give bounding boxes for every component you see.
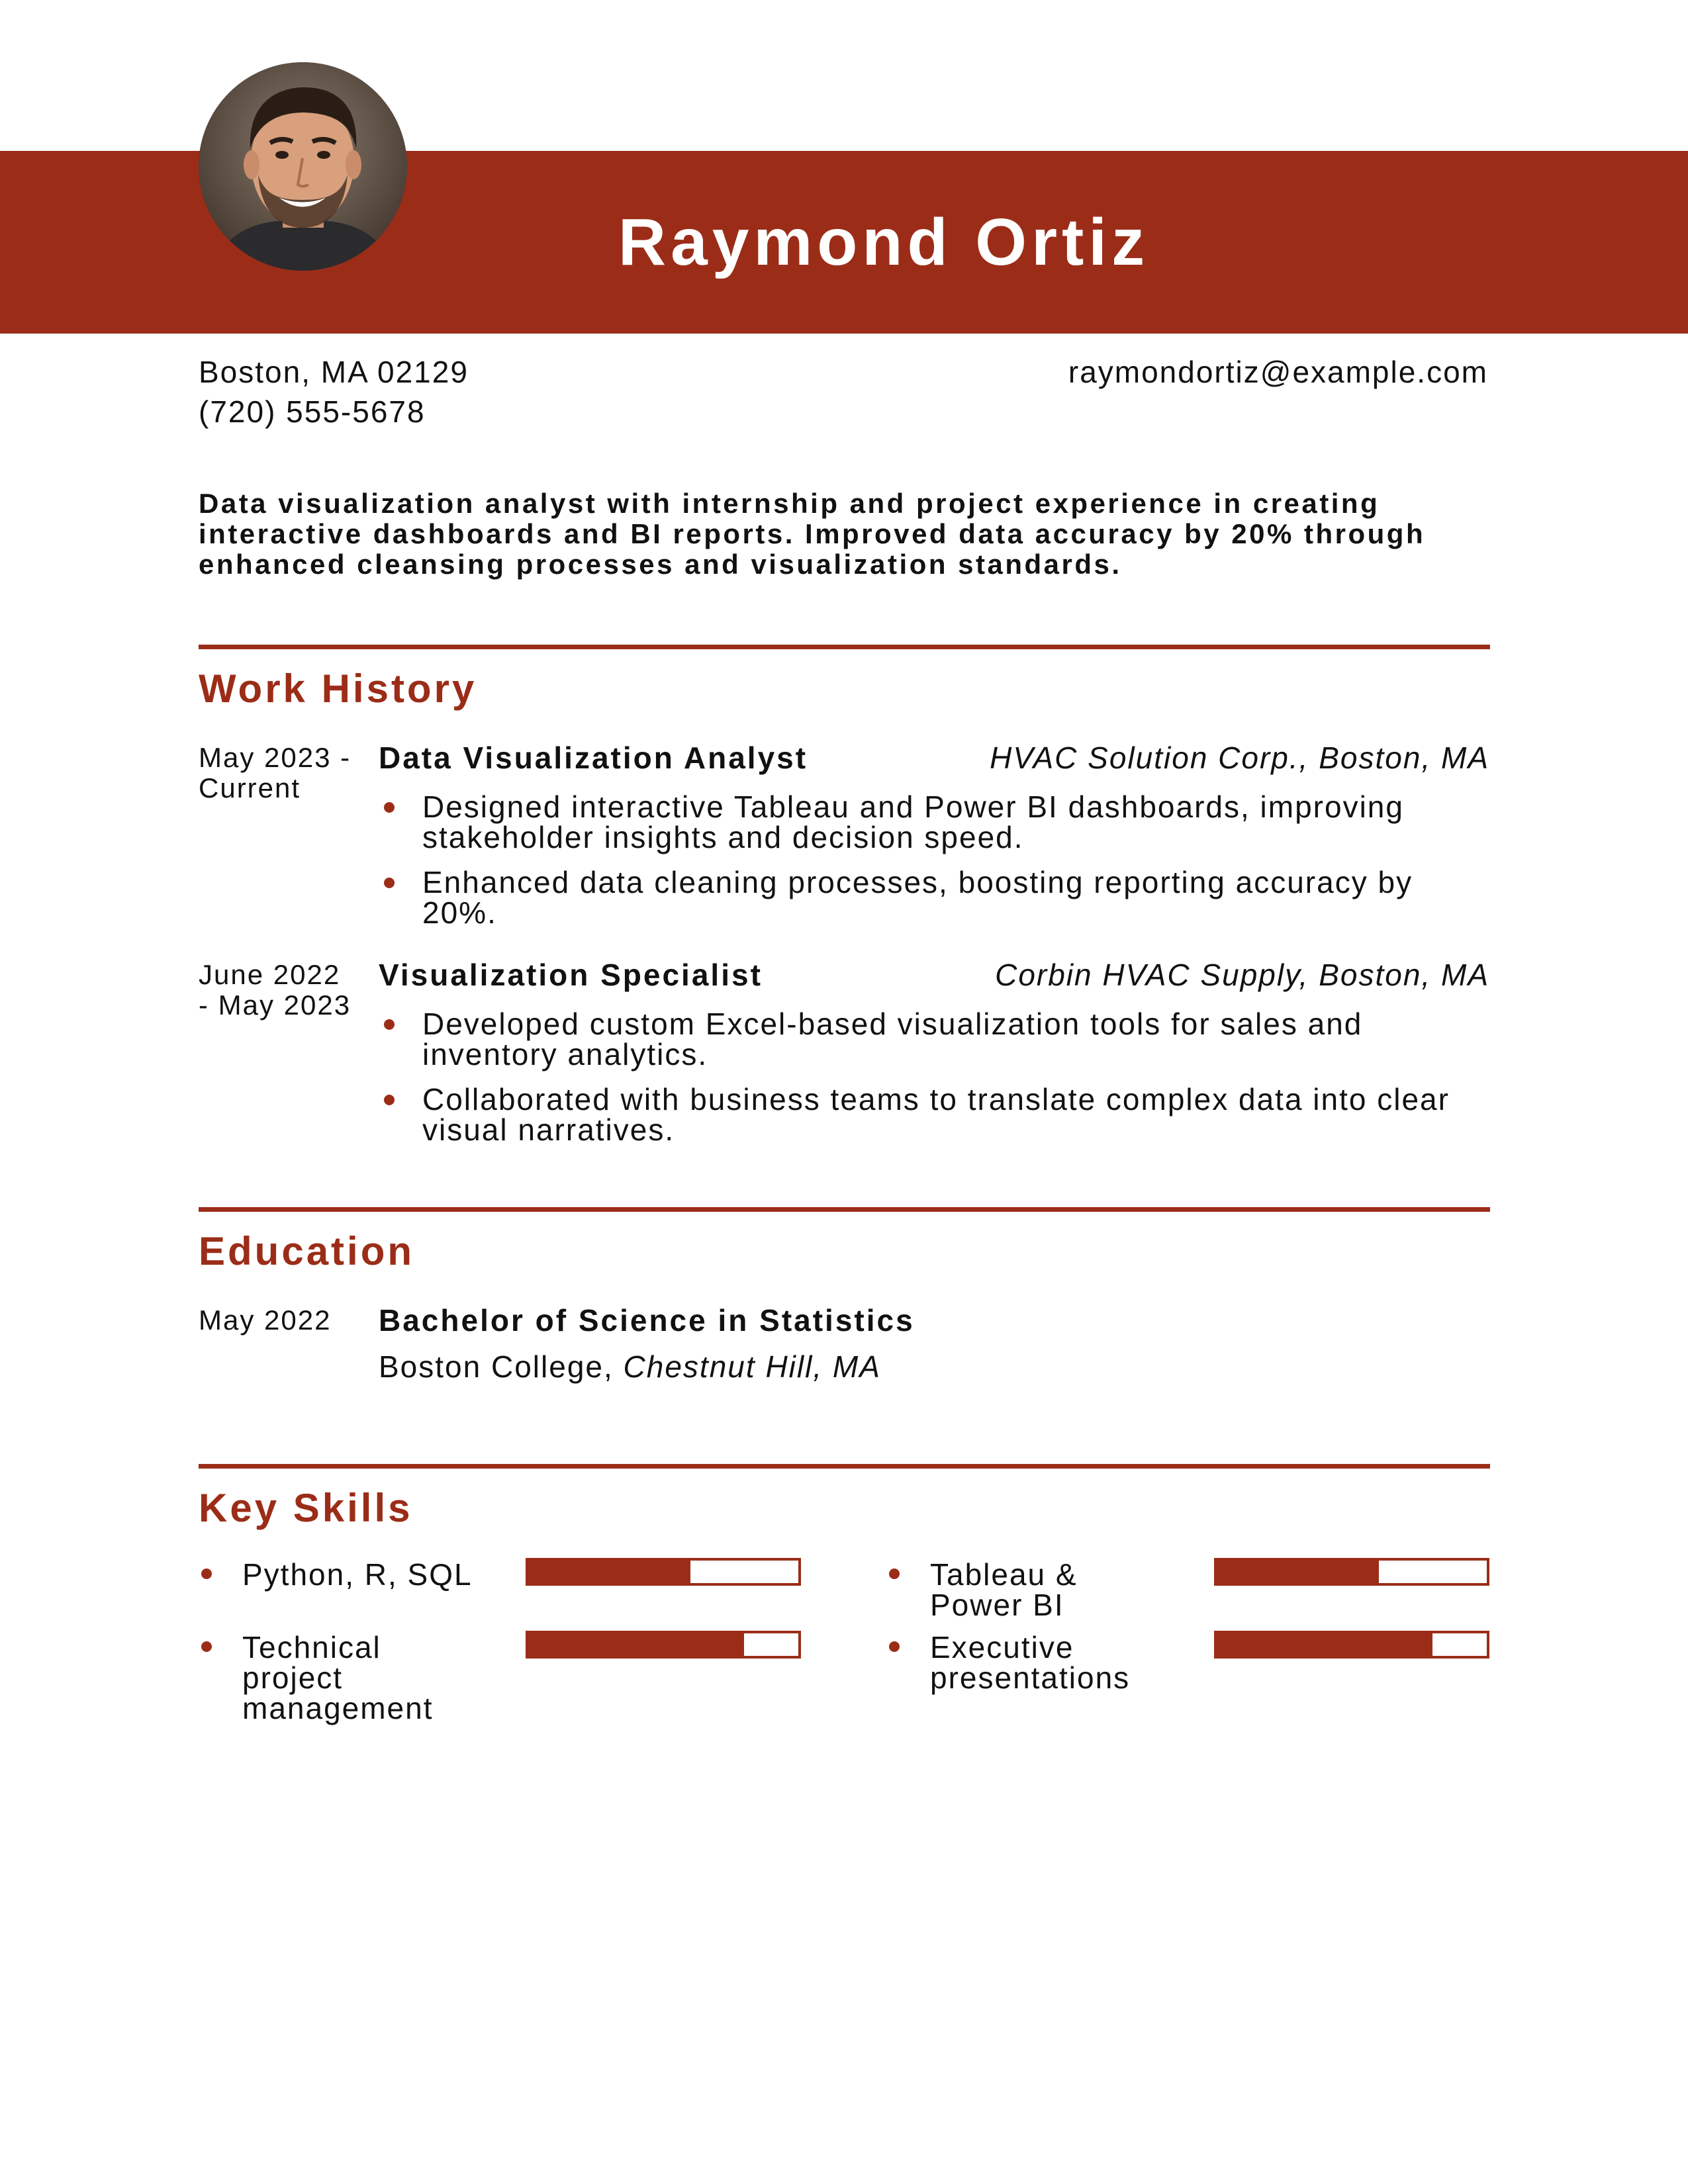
section-divider [199,645,1490,649]
bullet-text: Enhanced data cleaning processes, boosting reporting accuracy by 20%. [422,865,1413,930]
job-title: Visualization Specialist [379,958,763,992]
skill-level-bar [1214,1631,1489,1659]
job-title: Data Visualization Analyst [379,741,808,775]
skill-label: Executive presentations [930,1630,1131,1695]
bullet-item [379,1009,1491,1069]
skill-level-fill [528,1561,690,1583]
portrait-photo [199,62,407,271]
skill-level-bar [526,1558,801,1586]
bullet-icon [384,1095,395,1105]
degree: Bachelor of Science in Statistics [379,1303,915,1338]
skill-bullet-icon [201,1641,212,1652]
skill-label: Python, R, SQL [242,1557,473,1592]
section-divider [199,1464,1490,1469]
email[interactable]: raymondortiz@example.com [1068,355,1488,389]
job-date: June 2022 - May 2023 [199,959,352,1021]
section-title-education: Education [199,1229,415,1273]
skill-level-fill [1217,1633,1432,1656]
skill-bullet-icon [889,1641,900,1652]
section-divider [199,1207,1490,1212]
bullet-text: Designed interactive Tableau and Power BI dashboards, improving stakeholder insights and decision speed. [422,790,1404,854]
bullet-icon [384,802,395,813]
school-name: Boston College, [379,1349,614,1384]
bullet-item [379,1084,1491,1145]
skill-level-bar [1214,1558,1489,1586]
bullet-item [379,792,1491,852]
contact-right [1068,352,1488,392]
skill-label: Tableau & Power BI [930,1557,1078,1622]
school-location: Chestnut Hill, MA [623,1349,881,1384]
skill-bullet-icon [201,1569,212,1579]
candidate-name: Raymond Ortiz [618,205,1150,279]
contact-left [199,352,469,432]
section-title-key-skills: Key Skills [199,1486,413,1530]
skill-level-fill [528,1633,744,1656]
job-company: HVAC Solution Corp., Boston, MA [990,741,1489,775]
education-date: May 2022 [199,1304,332,1336]
phone: (720) 555-5678 [199,394,426,429]
bullet-icon [384,1019,395,1030]
bullet-text: Collaborated with business teams to translate complex data into clear visual narratives. [422,1082,1450,1147]
skill-level-bar [526,1631,801,1659]
job-bullets [379,1009,1491,1160]
address: Boston, MA 02129 [199,355,469,389]
skill-bullet-icon [889,1569,900,1579]
job-bullets [379,792,1491,942]
job-company: Corbin HVAC Supply, Boston, MA [995,958,1489,992]
school [379,1349,881,1385]
skill-level-fill [1217,1561,1379,1583]
bullet-text: Developed custom Excel-based visualization tools for sales and inventory analytics. [422,1007,1363,1071]
skill-label: Technical project management [242,1630,434,1725]
skills-list [0,1549,1688,1726]
bullet-icon [384,878,395,888]
section-title-work-history: Work History [199,666,477,711]
job-date: May 2023 - Current [199,742,352,803]
bullet-item [379,867,1491,928]
professional-summary: Data visualization analyst with internship and project experience in creating interactive dashboards and BI reports. Improved data accuracy by 20% through enhanced cleansing processes and visualization standards. [199,488,1426,580]
